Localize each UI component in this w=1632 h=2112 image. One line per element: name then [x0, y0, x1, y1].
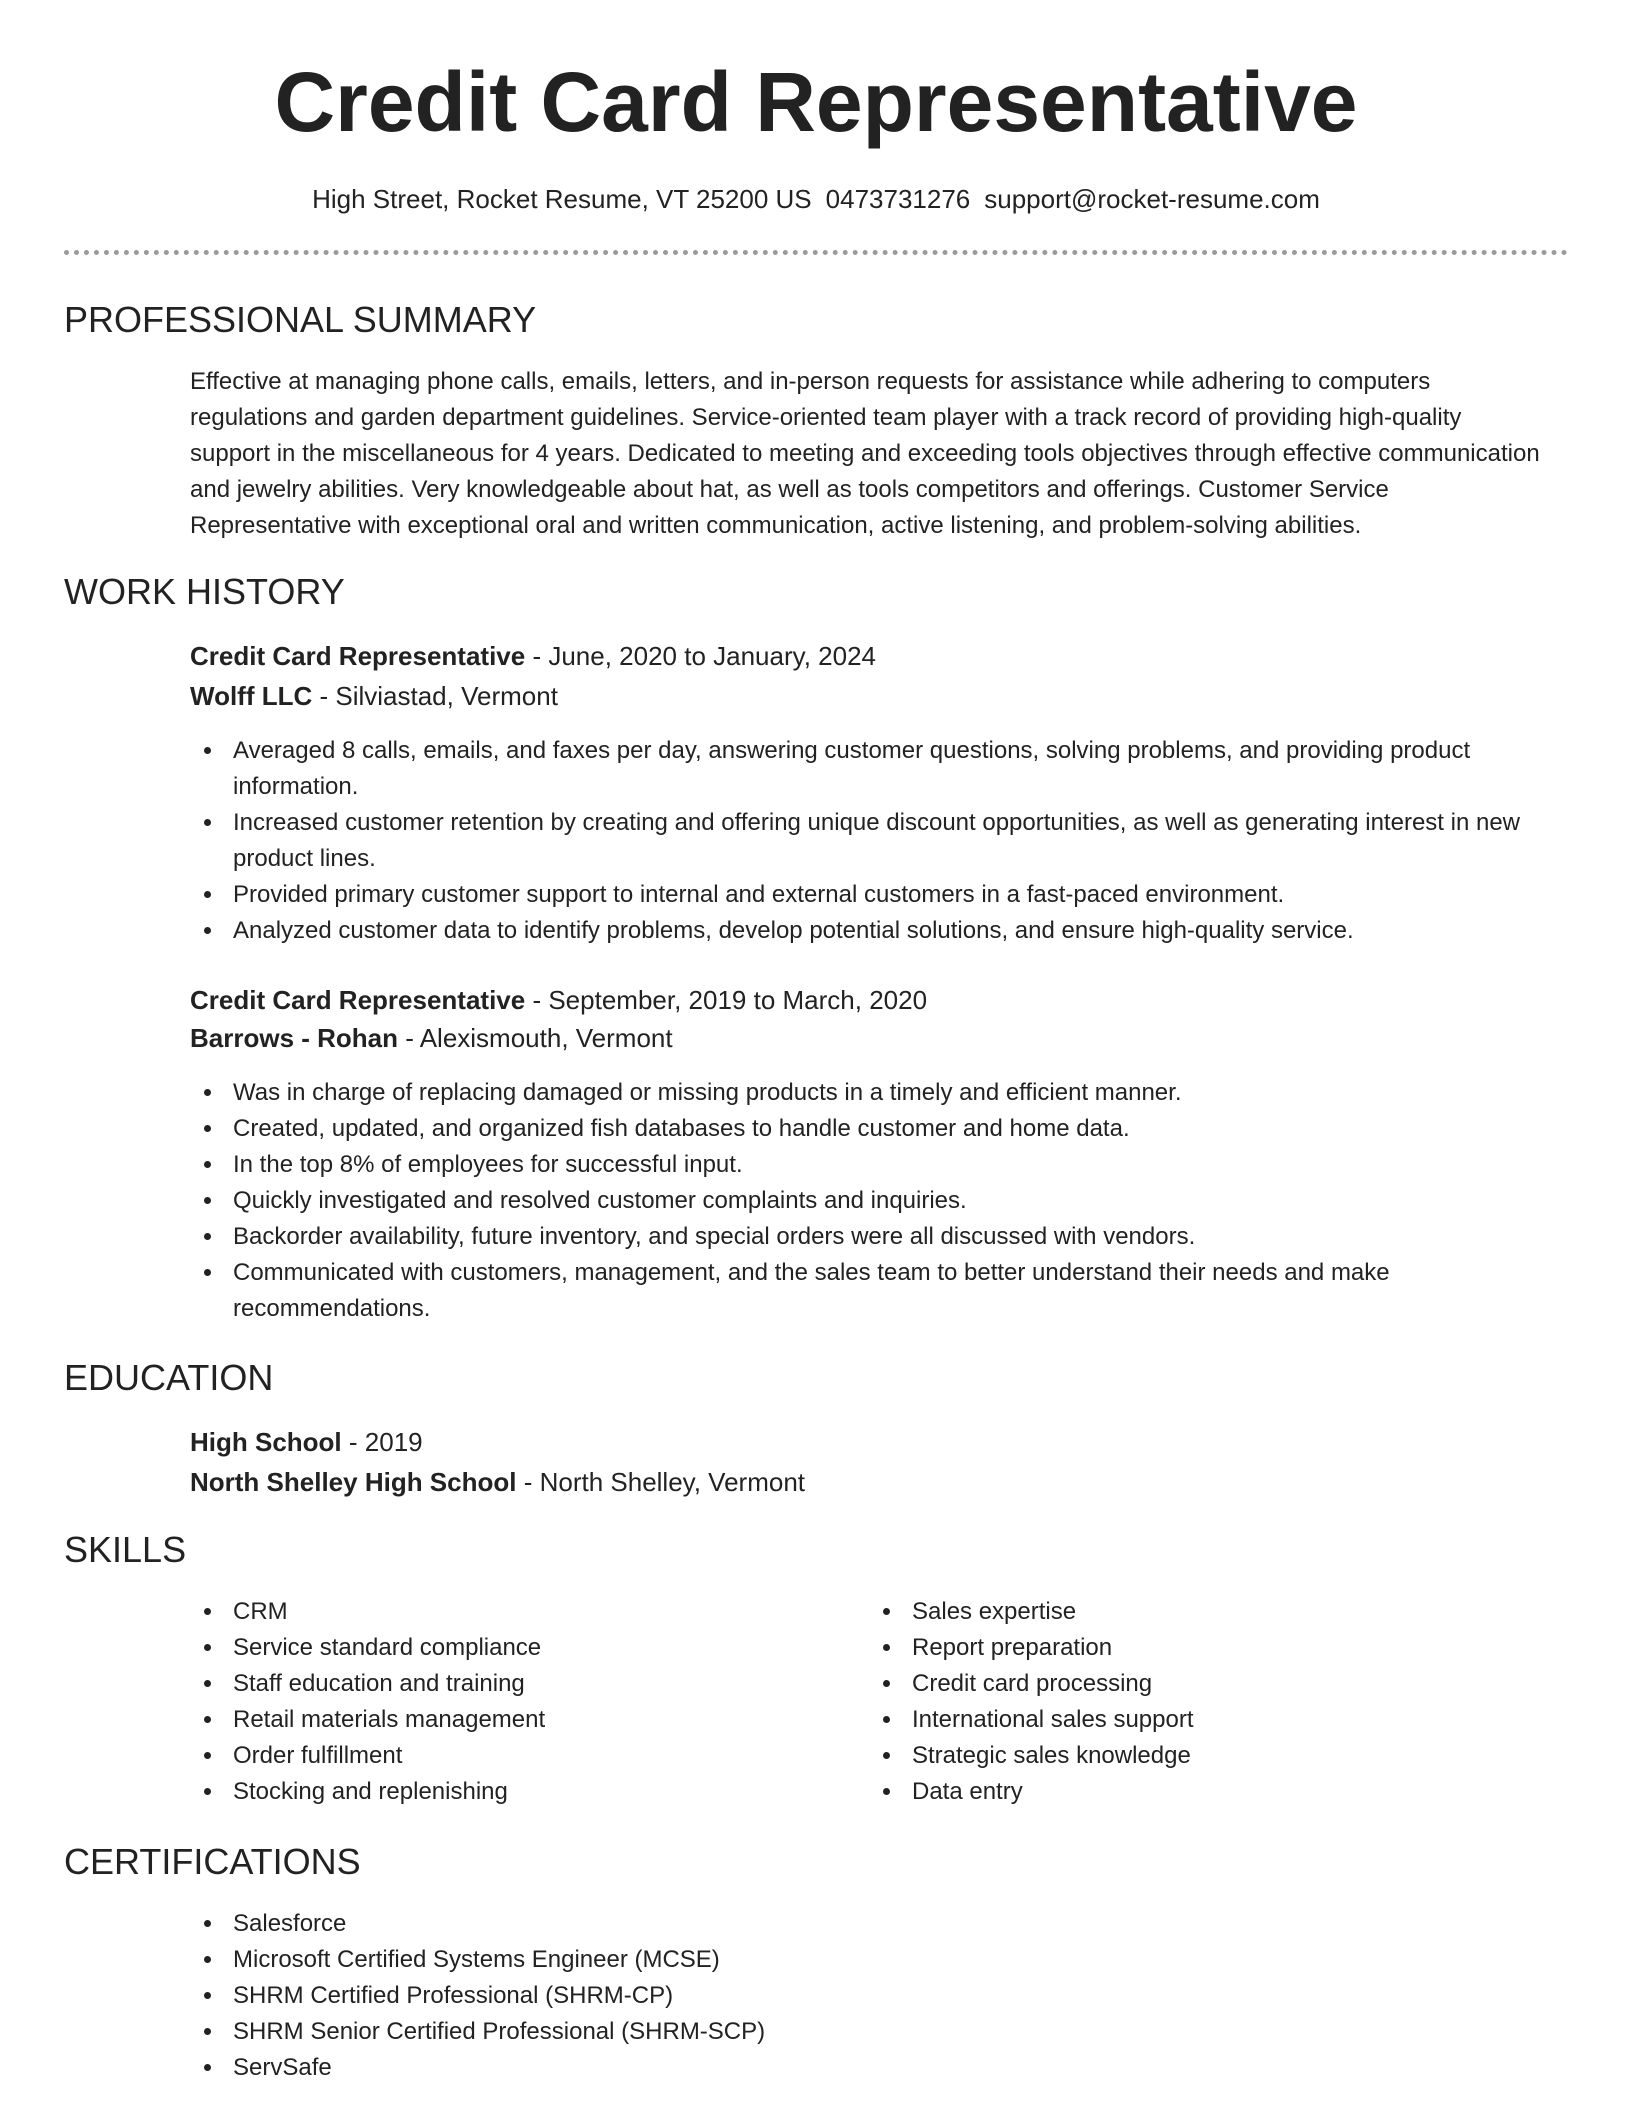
job-company: Wolff LLC: [190, 681, 313, 711]
job-company: Barrows - Rohan: [190, 1023, 399, 1053]
contact-phone: 0473731276: [825, 184, 971, 214]
list-item: International sales support: [869, 1702, 1509, 1738]
job-title: Credit Card Representative: [190, 641, 526, 671]
list-item: Salesforce: [190, 1906, 1540, 1942]
section-title-certifications: CERTIFICATIONS: [64, 1841, 361, 1882]
list-item: Credit card processing: [869, 1666, 1509, 1702]
header-divider: [64, 250, 1568, 255]
job-2-company-line: [190, 1020, 673, 1056]
list-item: Provided primary customer support to internal and external customers in a fast-paced environment.: [190, 877, 1540, 913]
list-item: Microsoft Certified Systems Engineer (MCSE): [190, 1942, 1540, 1978]
list-item: SHRM Certified Professional (SHRM-CP): [190, 1978, 1540, 2014]
job-dates: - June, 2020 to January, 2024: [525, 641, 876, 671]
job-dates: - September, 2019 to March, 2020: [525, 985, 928, 1015]
job-2-title-line: [190, 982, 927, 1018]
list-item: In the top 8% of employees for successful input.: [190, 1147, 1540, 1183]
job-1-company-line: [190, 678, 558, 714]
contact-email: support@rocket-resume.com: [984, 184, 1320, 214]
list-item: Data entry: [869, 1774, 1509, 1810]
certifications-list: [190, 1906, 1540, 2086]
list-item: Report preparation: [869, 1630, 1509, 1666]
job-2-bullets: [190, 1075, 1540, 1327]
job-location: - Alexismouth, Vermont: [398, 1023, 673, 1053]
education-location: - North Shelley, Vermont: [516, 1467, 806, 1497]
resume-name: Credit Card Representative: [274, 55, 1358, 149]
section-title-skills: SKILLS: [64, 1529, 187, 1570]
education-year: - 2019: [341, 1427, 423, 1457]
education-degree: High School: [190, 1427, 342, 1457]
contact-line: [0, 181, 1632, 217]
list-item: Stocking and replenishing: [190, 1774, 830, 1810]
education-school-line: [190, 1464, 805, 1500]
list-item: Sales expertise: [869, 1594, 1509, 1630]
skills-list-left: [190, 1594, 830, 1810]
job-1-bullets: [190, 733, 1540, 949]
list-item: Quickly investigated and resolved customer complaints and inquiries.: [190, 1183, 1540, 1219]
skills-list-right: [869, 1594, 1509, 1810]
list-item: Averaged 8 calls, emails, and faxes per day, answering customer questions, solving problems, and providing product information.: [190, 733, 1540, 805]
list-item: CRM: [190, 1594, 830, 1630]
list-item: Was in charge of replacing damaged or missing products in a timely and efficient manner.: [190, 1075, 1540, 1111]
education-degree-line: [190, 1424, 423, 1460]
list-item: Strategic sales knowledge: [869, 1738, 1509, 1774]
section-title-education: EDUCATION: [64, 1357, 274, 1398]
job-1-title-line: [190, 638, 876, 674]
contact-address: High Street, Rocket Resume, VT 25200 US: [312, 184, 812, 214]
list-item: Retail materials management: [190, 1702, 830, 1738]
list-item: Communicated with customers, management, and the sales team to better understand their needs and make recommendations.: [190, 1255, 1540, 1327]
list-item: Analyzed customer data to identify problems, develop potential solutions, and ensure high-quality service.: [190, 913, 1540, 949]
job-title: Credit Card Representative: [190, 985, 526, 1015]
summary-text: Effective at managing phone calls, emails, letters, and in-person requests for assistance while adhering to computers regulations and garden department guidelines. Service-oriented team player with a track record of providing high-quality support in the miscellaneous for 4 years. Dedicated to meeting and exceeding tools objectives through effective communication and jewelry abilities. Very knowledgeable about hat, as well as tools competitors and offerings. Customer Service Representative with exceptional oral and written communication, active listening, and problem-solving abilities.: [190, 368, 1540, 539]
list-item: Increased customer retention by creating and offering unique discount opportunities, as well as generating interest in new product lines.: [190, 805, 1540, 877]
list-item: ServSafe: [190, 2050, 1540, 2086]
list-item: SHRM Senior Certified Professional (SHRM-SCP): [190, 2014, 1540, 2050]
list-item: Service standard compliance: [190, 1630, 830, 1666]
list-item: Staff education and training: [190, 1666, 830, 1702]
job-location: - Silviastad, Vermont: [312, 681, 558, 711]
section-title-summary: PROFESSIONAL SUMMARY: [64, 299, 537, 340]
list-item: Order fulfillment: [190, 1738, 830, 1774]
section-title-work-history: WORK HISTORY: [64, 571, 345, 612]
education-school: North Shelley High School: [190, 1467, 517, 1497]
list-item: Backorder availability, future inventory, and special orders were all discussed with vendors.: [190, 1219, 1540, 1255]
list-item: Created, updated, and organized fish databases to handle customer and home data.: [190, 1111, 1540, 1147]
